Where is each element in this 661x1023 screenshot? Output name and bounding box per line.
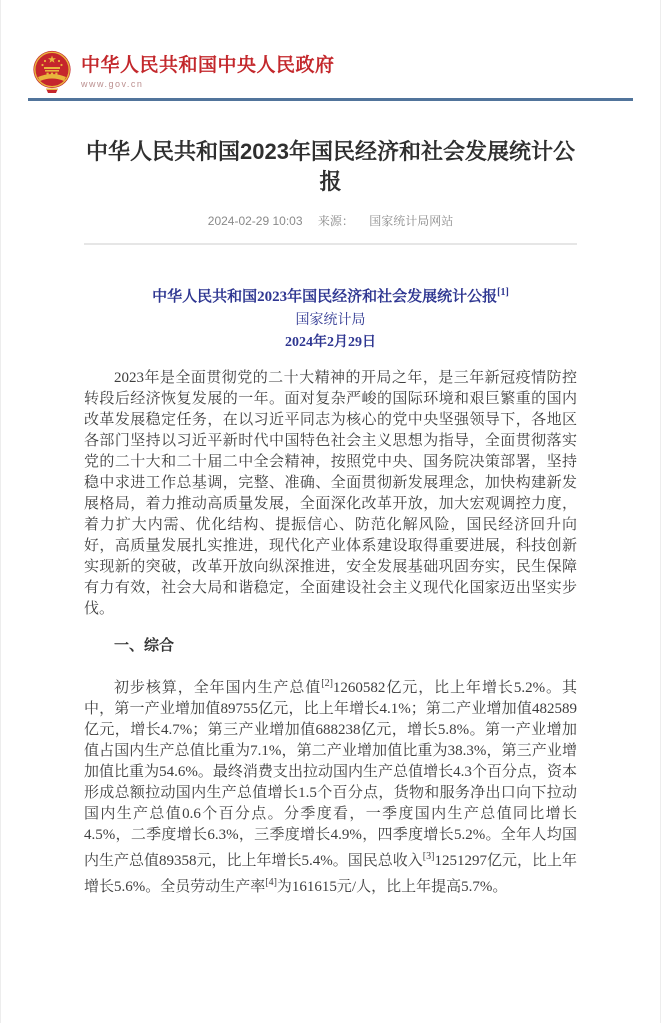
meta-divider xyxy=(84,243,577,245)
meta-datetime: 2024-02-29 10:03 xyxy=(207,214,303,228)
meta-source-name: 国家统计局网站 xyxy=(369,214,454,228)
section-heading-1: 一、综合 xyxy=(114,638,175,654)
meta-source-label: 来源： xyxy=(317,214,354,228)
body-paragraph-gdp: 初步核算，全年国内生产总值[2]1260582亿元，比上年增长5.2%。其中，第一产业增加值89755亿元，比上年增长4.1%；第二产业增加值482589亿元，增长4.7%；第三产业增加值688238亿元，增长5.8%。第一产业增加值占国内生产总值比重为7.1%，第二产业增加值比重为38.3%，第三产业增加值比重为54.6%。最终消费支出拉动国内生产总值增长4.3个百分点，资本形成总额拉动国内生产总值增长1.5个百分点，货物和服务净出口向下拉动国内生产总值0.6个百分点。分季度看，一季度国内生产总值同比增长4.5%，二季度增长6.3%，三季度增长4.9%，四季度增长5.2%。全年人均国内生产总值89358元，比上年增长5.4%。国民总收入[3]1251297亿元，比上年增长5.6%。全员劳动生产率[4]为161615元/人，比上年提高5.7%。 xyxy=(84,678,577,895)
page-title: 中华人民共和国2023年国民经济和社会发展统计公报 xyxy=(86,139,575,194)
article-main xyxy=(84,137,577,1023)
china-national-emblem-icon xyxy=(32,50,72,94)
doc-author: 国家统计局 xyxy=(295,313,366,328)
brand-title: 中华人民共和国中央人民政府 xyxy=(81,54,335,76)
intro-paragraph: 2023年是全面贯彻党的二十大精神的开局之年，是三年新冠疫情防控转段后经济恢复发展的一年。面对复杂严峻的国际环境和艰巨繁重的国内改革发展稳定任务，在以习近平同志为核心的党中央坚强领导下，各地区各部门坚持以习近平新时代中国特色社会主义思想为指导，全面贯彻落实党的二十大和二十届二中全会精神，按照党中央、国务院决策部署，坚持稳中求进工作总基调，完整、准确、全面贯彻新发展理念，加快构建新发展格局，着力推动高质量发展，全面深化改革开放，加大宏观调控力度，着力扩大内需、优化结构、提振信心、防范化解风险，国民经济回升向好，高质量发展扎实推进，现代化产业体系建设取得重要进展，科技创新实现新的突破，改革开放向纵深推进，安全发展基础巩固夯实，民生保障有力有效，社会大局和谐稳定，全面建设社会主义现代化国家迈出坚实步伐。 xyxy=(84,370,577,617)
header-rule xyxy=(28,98,633,101)
doc-title xyxy=(84,283,577,307)
brand-url: www.gov.cn xyxy=(81,78,144,89)
document-body xyxy=(84,283,577,898)
article-meta xyxy=(84,212,577,229)
doc-date: 2024年2月29日 xyxy=(285,335,376,350)
site-header xyxy=(1,0,660,98)
brand-text xyxy=(81,55,335,90)
doc-title-text: 中华人民共和国2023年国民经济和社会发展统计公报 xyxy=(152,289,498,305)
gov-home-link[interactable] xyxy=(32,50,633,98)
doc-title-footnote-ref: [1] xyxy=(497,287,509,298)
bottom-whitespace xyxy=(84,898,577,1023)
